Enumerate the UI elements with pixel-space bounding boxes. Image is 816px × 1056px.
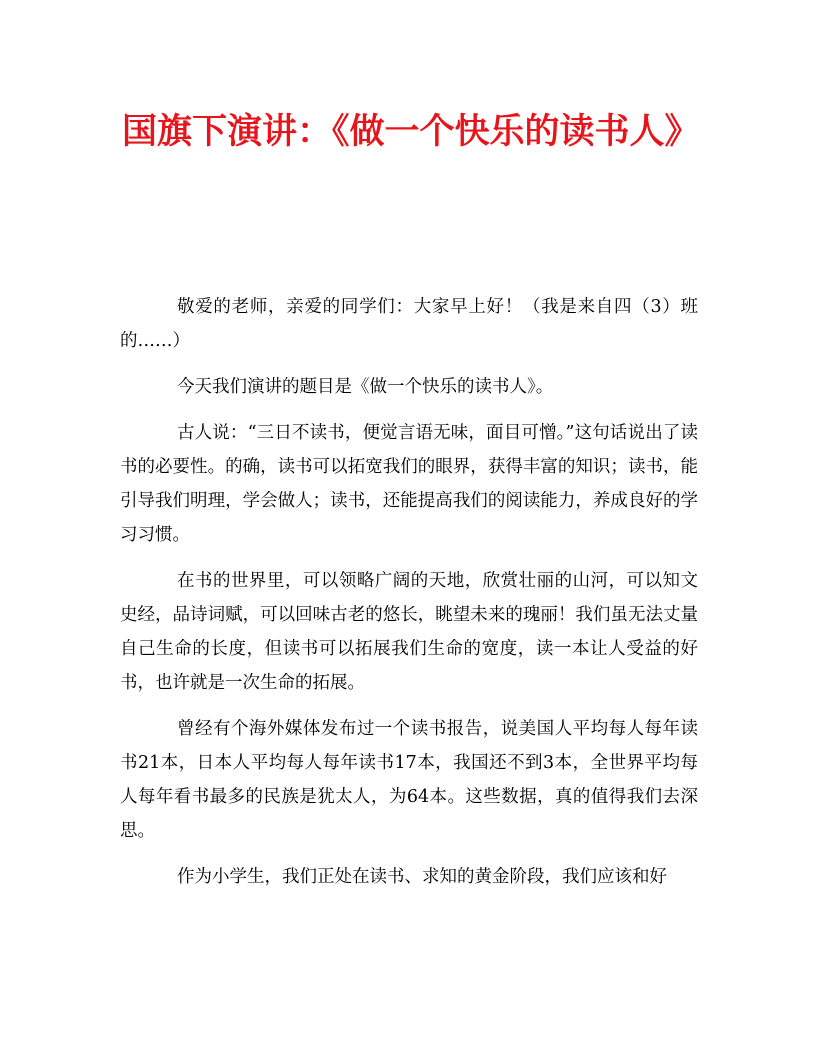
speech-body [120, 290, 698, 906]
paragraph-world-of-books: 在书的世界里，可以领略广阔的天地，欣赏壮丽的山河，可以知文史经，品诗词赋，可以回味古老的悠长，眺望未来的瑰丽！我们虽无法丈量自己生命的长度，但读书可以拓展我们生命的宽度，读一本让人受益的好书，也许就是一次生命的拓展。 [120, 571, 698, 693]
paragraph-ancient-saying: 古人说：“三日不读书，便觉言语无味，面目可憎。”这句话说出了读书的必要性。的确，读书可以拓宽我们的眼界，获得丰富的知识；读书，能引导我们明理，学会做人；读书，还能提高我们的阅读能力，养成良好的学习习惯。 [120, 423, 698, 545]
paragraph-students: 作为小学生，我们正处在读书、求知的黄金阶段，我们应该和好 [177, 867, 667, 887]
paragraph-reading-report: 曾经有个海外媒体发布过一个读书报告，说美国人平均每人每年读书21本，日本人平均每人每年读书17本，我国还不到3本，全世界平均每人每年看书最多的民族是犹太人，为64本。这些数据，真的值得我们去深思。 [120, 719, 698, 841]
paragraph-topic: 今天我们演讲的题目是《做一个快乐的读书人》。 [177, 377, 554, 397]
paragraph-greeting: 敬爱的老师，亲爱的同学们：大家早上好！（我是来自四（3）班的……） [120, 297, 698, 351]
page-title: 国旗下演讲：《做一个快乐的读书人》 [122, 111, 700, 152]
